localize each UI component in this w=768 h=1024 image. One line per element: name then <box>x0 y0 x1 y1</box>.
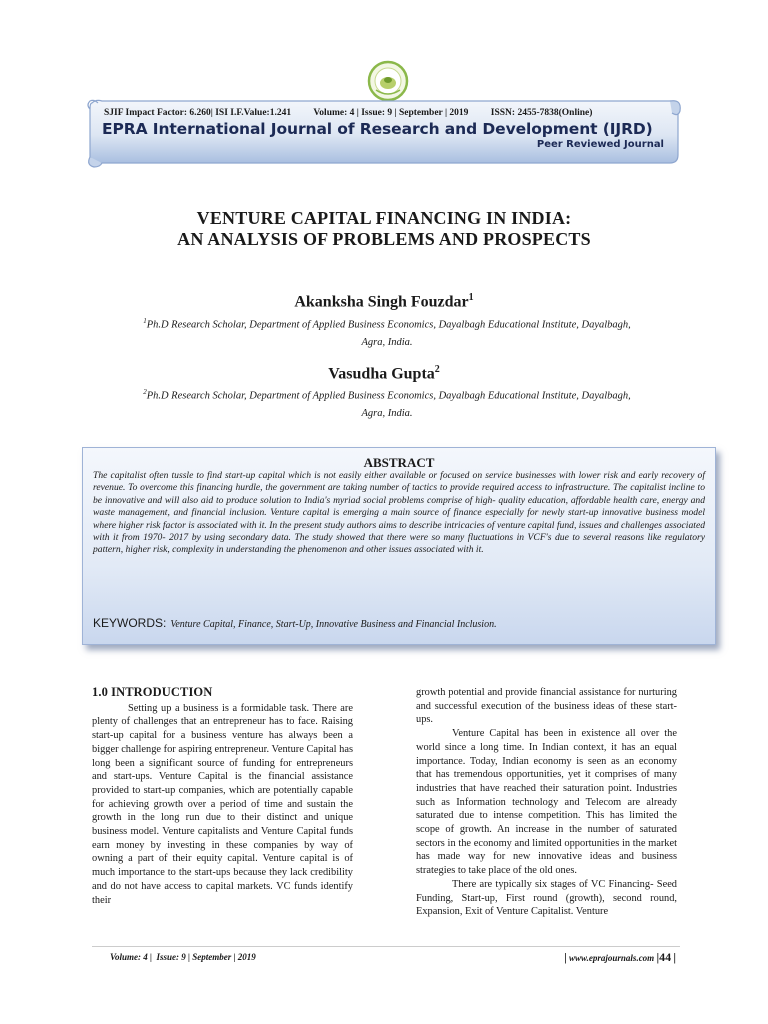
author-2-name: Vasudha Gupta <box>328 365 435 383</box>
affil-1-sup: 1 <box>143 317 147 325</box>
keywords-text: Venture Capital, Finance, Start-Up, Innovative Business and Financial Inclusion. <box>170 619 497 630</box>
volume-issue: Volume: 4 | Issue: 9 | September | 2019 <box>313 108 469 118</box>
body-paragraph: There are typically six stages of VC Financing- Seed Funding, Start-up, First round (growth), second round, Expansion, Exit of Venture Capitalist. Venture <box>416 878 677 918</box>
footer-site-page: | www.eprajournals.com |44 | <box>564 950 676 964</box>
paper-title-line2: AN ANALYSIS OF PROBLEMS AND PROSPECTS <box>177 229 591 249</box>
author-name <box>0 364 768 383</box>
affil-2-line2: Agra, India. <box>361 407 413 419</box>
impact-factor: SJIF Impact Factor: 6.260| ISI I.F.Value:1.241 <box>104 108 292 118</box>
keywords <box>93 616 705 630</box>
author-2-affiliation <box>92 384 682 422</box>
journal-meta-line <box>104 108 674 118</box>
footer-year: 2019 <box>237 952 256 962</box>
footer-month: September <box>192 952 232 962</box>
journal-title: EPRA International Journal of Research and Development (IJRD) <box>102 120 653 138</box>
body-paragraph: Venture Capital has been in existence all over the world since a long time. In Indian context, it has an equal importance. Today, Indian economy is seen as an economy that has tremendous opportunities, yet it comprises of many industries that have reached their saturation point. Industries such as Information technology and Telecom are already saturated due to intense competition. This has limited the scope of growth. An increase in the number of saturated sectors in the economy and limited opportunities in the market has made way for new innovative ideas and business strategies to take place of the old ones. <box>416 728 677 877</box>
abstract-heading: ABSTRACT <box>363 455 435 470</box>
author-name <box>0 292 768 311</box>
affil-1-line2: Agra, India. <box>361 336 413 348</box>
left-column <box>92 686 353 907</box>
author-1-affiliation <box>92 313 682 351</box>
footer-divider <box>92 946 680 947</box>
journal-logo-icon <box>367 60 409 102</box>
journal-header-banner <box>82 97 682 169</box>
affil-2-line1: Ph.D Research Scholar, Department of Applied Business Economics, Dayalbagh Educational Institute, Dayalbagh, <box>146 390 631 402</box>
page-number: 44 <box>659 950 672 964</box>
abstract-text: The capitalist often tussle to find start-up capital which is not easily either available or focused on service businesses with lower risk and early recovery of revenue. To overcome this financing hurdle, the government are taking number of tactics to provide required access to infrastructure. The capitalist incline to be innovative and will also aid to produce solution to India's myriad social problems comprise of high- quality education, affordable health care, energy and waste management, and financial inclusion. Venture capital is emerging a main source of finance especially for newly start-up innovative business model where higher risk factor is associated with it. In the present study authors aims to describe intricacies of venture capital fund, issues and challenges associated with it from 1970- 2017 by using secondary data. The study showed that there were so many fluctuations in VCF's due to several reasons like regulatory pattern, higher risk, complexity in understanding the phenomenon and other issues associated with it. <box>93 470 705 556</box>
footer-volume: Volume: 4 <box>110 952 148 962</box>
body-paragraph-continued: growth potential and provide financial assistance for nurturing and successful execution of the business ideas of these start-ups. <box>416 687 677 726</box>
body-paragraph: Setting up a business is a formidable task. There are plenty of challenges that an entrepreneur has to face. Raising start-up capital for a business venture has always been a bigger challenge for aspiring entrepreneur. Venture Capital has long been a significant source of funding for entrepreneurs and start-ups. Venture Capital is the financial assistance provided to start-up companies, which are potentially capable for achieving growth over a period of time and sustain the growth in the long run due to their distinct and unique business model. Venture capitalists and Venture Capital funds earn money by investing in these companies by way of owning a part of their equity capital. Venture capital is of much importance to the start-ups because they lack credibility and do not have access to capital markets. VC funds identify their <box>92 702 353 906</box>
abstract-box <box>82 447 716 645</box>
affil-1-line1: Ph.D Research Scholar, Department of Applied Business Economics, Dayalbagh Educational Institute, Dayalbagh, <box>146 319 631 331</box>
paper-title <box>0 208 768 250</box>
affil-2-sup: 2 <box>143 388 147 396</box>
right-column <box>416 686 677 919</box>
author-2-sup: 2 <box>434 364 440 375</box>
section-heading: 1.0 INTRODUCTION <box>92 685 213 699</box>
keywords-label: KEYWORDS: <box>93 616 167 630</box>
footer-issue-info: Volume: 4 | Issue: 9 | September | 2019 <box>110 952 256 962</box>
author-1-name: Akanksha Singh Fouzdar <box>294 293 469 311</box>
paper-title-line1: VENTURE CAPITAL FINANCING IN INDIA: <box>196 208 572 228</box>
author-1-sup: 1 <box>468 292 474 303</box>
footer-issue: Issue: 9 <box>156 952 186 962</box>
peer-reviewed-label: Peer Reviewed Journal <box>536 139 664 150</box>
issn: ISSN: 2455-7838(Online) <box>490 108 593 118</box>
footer-website: www.eprajournals.com <box>569 953 655 963</box>
